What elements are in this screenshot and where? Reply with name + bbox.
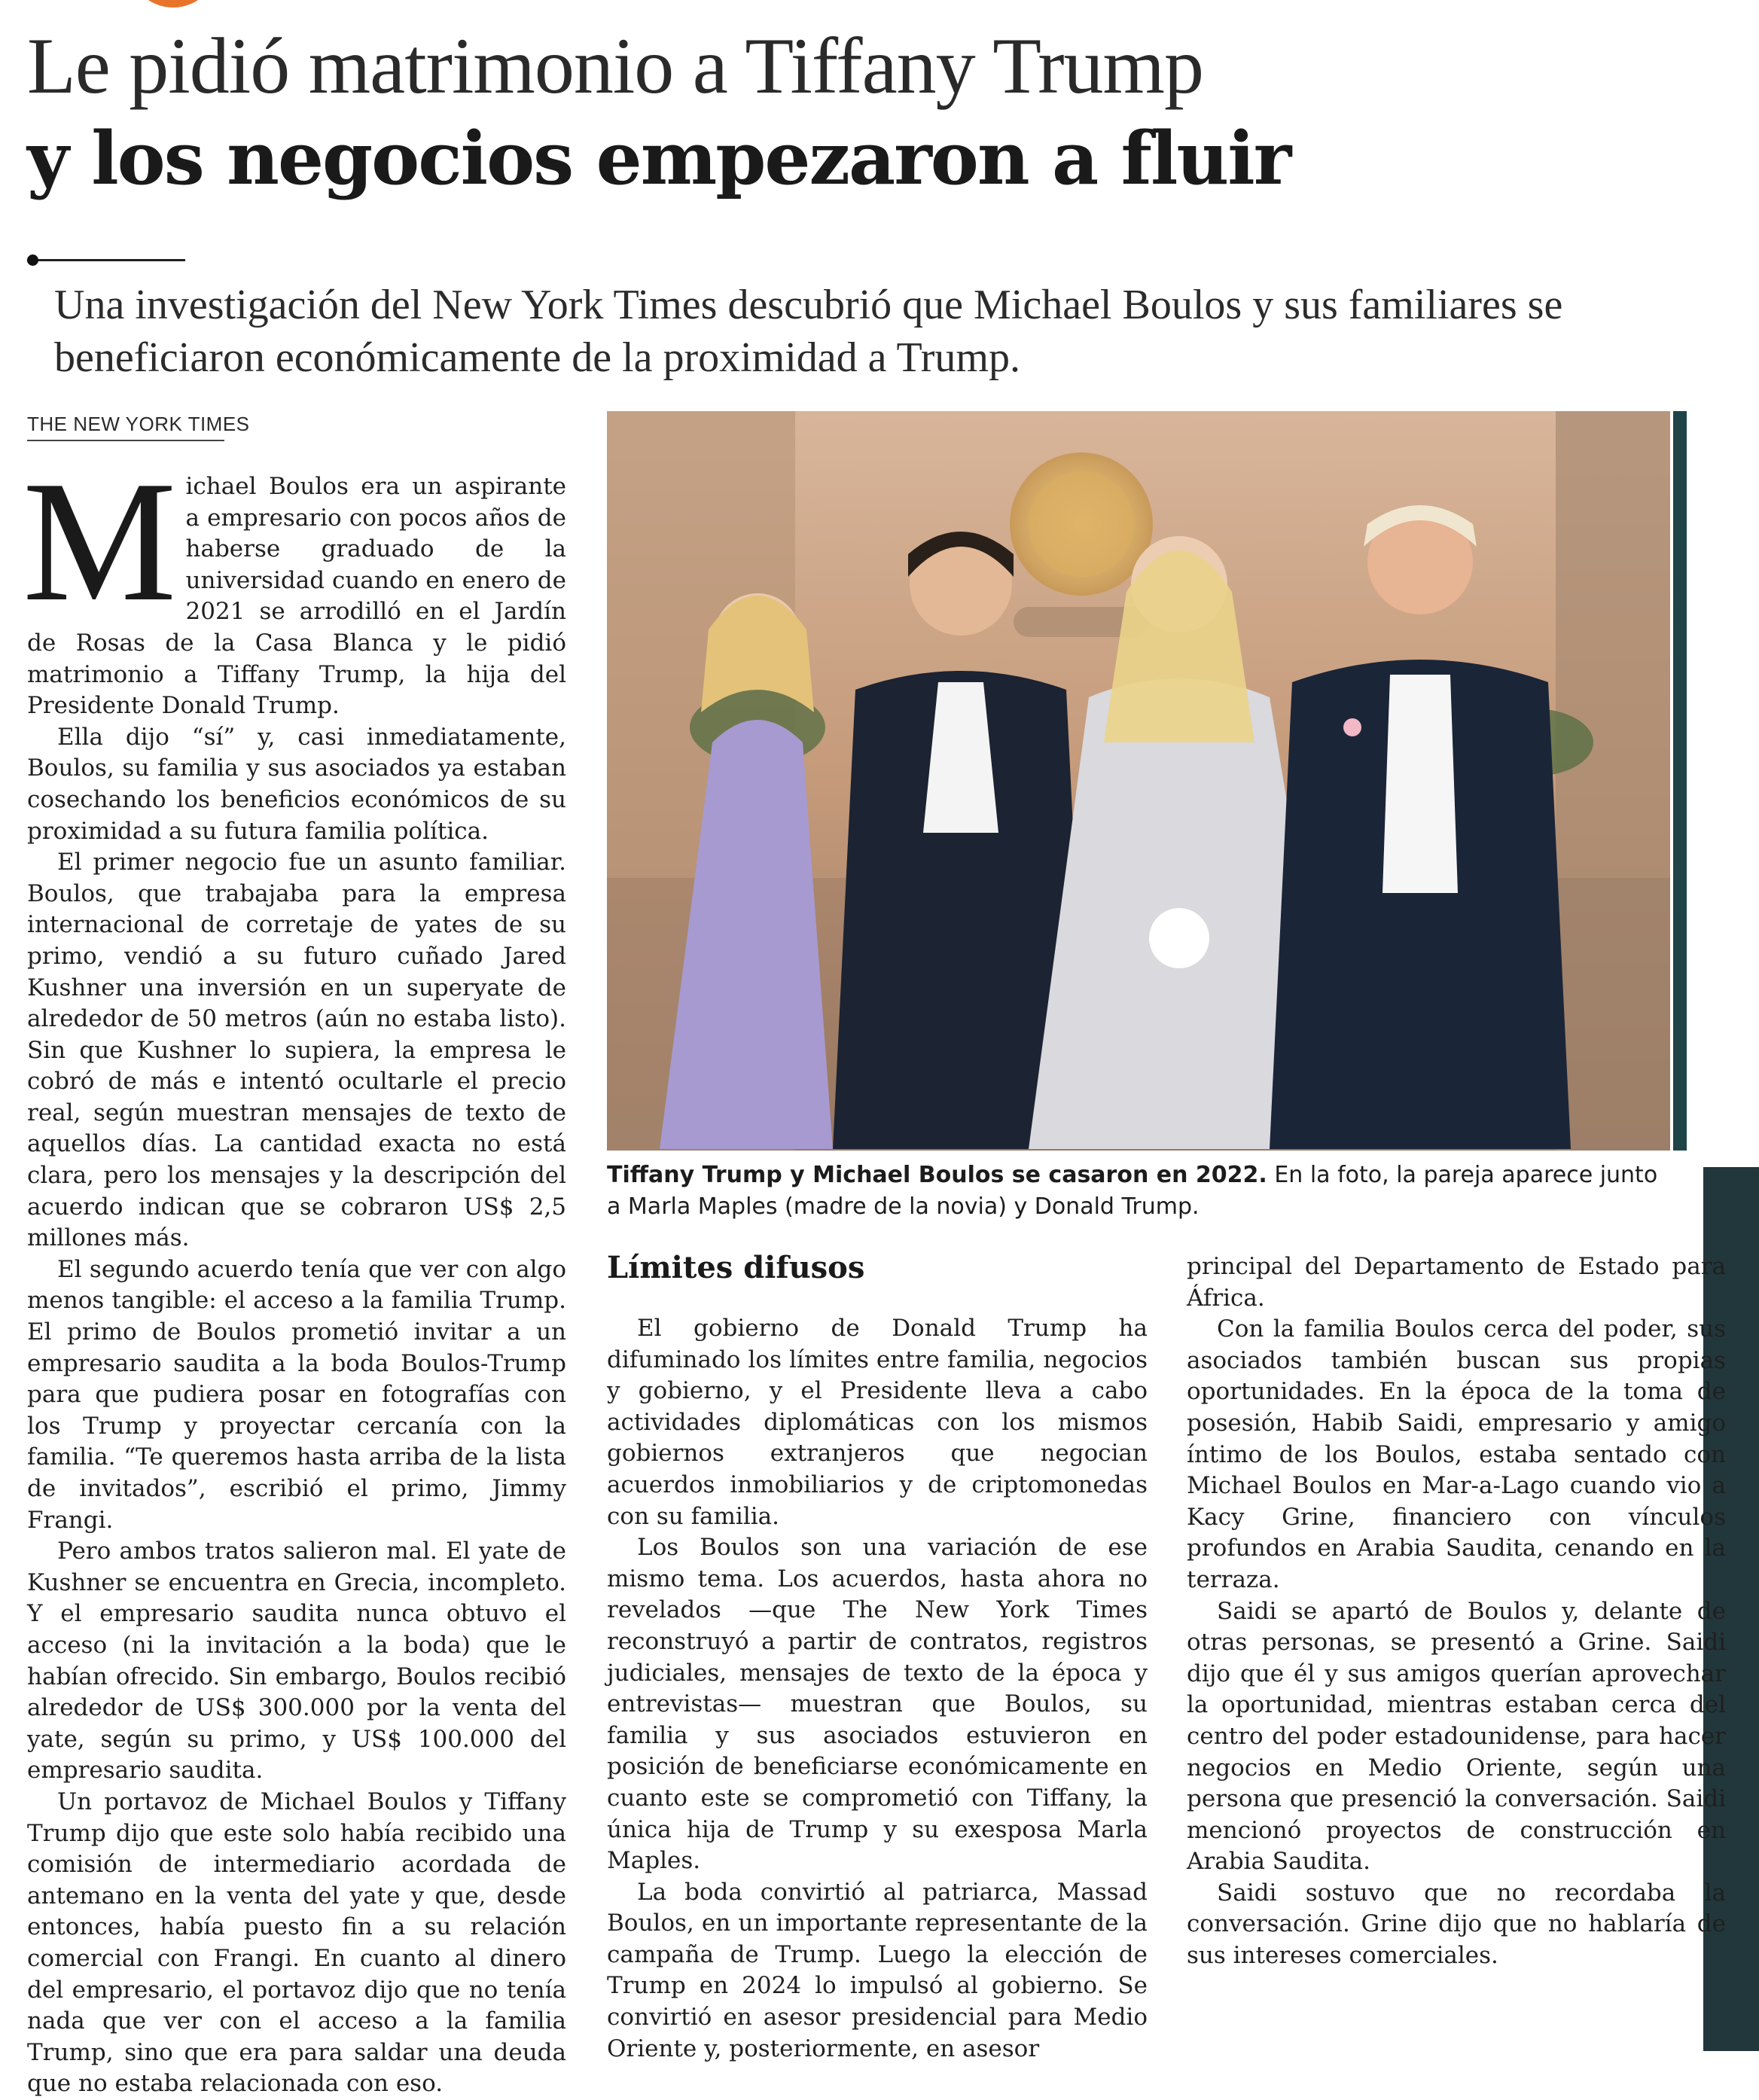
paragraph: Saidi se apartó de Boulos y, delante de otras personas, se presentó a Grine. Saidi dijo que él y sus amigos querían aprovechar la oportunidad, mientras estaban cerca del centro del poder estadounidense, para hacer negocios en Medio Oriente, según una persona que presenció la conversación. Saidi mencionó proyectos de construcción en Arabia Saudita.: [1187, 1597, 1726, 1876]
headline-line-2: y los negocios empezaron a fluir: [27, 116, 1291, 201]
article-column-2: [607, 1313, 1148, 2065]
article-column-1: [23, 445, 566, 2100]
caption-text: En la foto, la pareja aparece junto a Marla Maples (madre de la novia) y Donald Trump.: [607, 1162, 1658, 1220]
paragraph: La boda convirtió al patriarca, Massad Boulos, en un importante representante de la campaña de Trump. Luego la elección de Trump en 2024 lo impulsó al gobierno. Se convirtió en asesor presidencial para Medio Oriente y, posteriormente, en asesor: [607, 1878, 1148, 2062]
paragraph: Ella dijo “sí” y, casi inmediatamente, Boulos, su familia y sus asociados ya estaban cosechando los beneficios económicos de su proximidad a su futura familia política.: [27, 723, 566, 845]
deck-bullet: [27, 254, 38, 266]
paragraph: El primer negocio fue un asunto familiar. Boulos, que trabajaba para la empresa internacional de corretaje de yates de su primo, vendió a su futuro cuñado Jared Kushner una inversión en un superyate de alrededor de 50 metros (aún no estaba listo). Sin que Kushner lo supiera, la empresa le cobró de más e intentó ocultarle el precio real, según muestran mensajes de texto de aquellos días. La cantidad exacta no está clara, pero los mensajes y la descripción del acuerdo indican que se cobraron US$ 2,5 millones más.: [27, 849, 566, 1252]
deck-rule: [27, 259, 185, 261]
headline: [27, 21, 1290, 206]
byline-rule: [27, 440, 224, 441]
paragraph: El segundo acuerdo tenía que ver con algo menos tangible: el acceso a la familia Trump. El primo de Boulos prometió invitar a un empresario saudita a la boda Boulos-Trump para que pudiera posar en fotografías con los Trump y proyectar cercanía con la familia. “Te queremos hasta arriba de la lista de invitados”, escribió el primo, Jimmy Frangi.: [27, 1255, 566, 1534]
paragraph: Con la familia Boulos cerca del poder, sus asociados también buscan sus propias oportunidades. En la época de la toma de posesión, Habib Saidi, empresario y amigo íntimo de los Boulos, estaba sentado con Michael Boulos en Mar-a-Lago cuando vio a Kacy Grine, financiero con vínculos profundos en Arabia Saudita, cenando en la terraza.: [1187, 1315, 1726, 1593]
paragraph: principal del Departamento de Estado para África.: [1187, 1253, 1726, 1312]
paragraph: El gobierno de Donald Trump ha difuminado los límites entre familia, negocios y gobierno, y el Presidente lleva a cabo actividades diplomáticas con los mismos gobiernos extranjeros que negocian acuerdos inmobiliarios y de criptomonedas con su familia.: [607, 1315, 1148, 1530]
drop-cap: M: [23, 445, 177, 637]
deck-subtitle: Una investigación del New York Times descubrió que Michael Boulos y sus familiares se beneficiaron económicamente de la proximidad a Trump.: [54, 282, 1563, 381]
paragraph: Saidi sostuvo que no recordaba la conversación. Grine dijo que no hablaría de sus intereses comerciales.: [1187, 1879, 1726, 1970]
caption-bold: Tiffany Trump y Michael Boulos se casaron en 2022.: [607, 1162, 1267, 1188]
article-column-3: [1187, 1251, 1726, 1972]
photo-caption: [607, 1160, 1661, 1223]
photo-accent-bar: [1673, 411, 1687, 1151]
paragraph: Pero ambos tratos salieron mal. El yate de Kushner se encuentra en Grecia, incompleto. Y el empresario saudita nunca obtuvo el acceso (ni la invitación a la boda) que le habían ofrecido. Sin embargo, Boulos recibió alrededor de US$ 300.000 por la venta del yate, según su primo, y US$ 100.000 del empresario saudita.: [27, 1538, 566, 1785]
paragraph: [23, 445, 566, 722]
byline: THE NEW YORK TIMES: [27, 413, 250, 435]
paragraph-text: ichael Boulos era un aspirante a empresario con pocos años de haberse graduado de la universidad cuando en enero de 2021 se arrodilló en el Jardín de Rosas de la Casa Blanca y le pidió matrimonio a Tiffany Trump, la hija del Presidente Donald Trump.: [27, 473, 566, 720]
paragraph: Los Boulos son una variación de ese mismo tema. Los acuerdos, hasta ahora no revelados —que The New York Times reconstruyó a partir de contratos, registros judiciales, mensajes de texto de la época y entrevistas— muestran que Boulos, su familia y sus asociados estuvieron en posición de beneficiarse económicamente en cuanto este se comprometió con Tiffany, la única hija de Trump y su exesposa Marla Maples.: [607, 1534, 1148, 1875]
paragraph: Un portavoz de Michael Boulos y Tiffany Trump dijo que este solo había recibido una comisión de intermediario acordada de antemano en la venta del yate y que, desde entonces, había puesto fin a su relación comercial con Frangi. En cuanto al dinero del empresario, el portavoz dijo que no tenía nada que ver con el acceso a la familia Trump, sino que era para saldar una deuda que no estaba relacionada con eso.: [27, 1788, 566, 2098]
section-tab: [128, 0, 218, 8]
wedding-photo: [607, 411, 1670, 1151]
wedding-photo-illustration: [607, 411, 1670, 1151]
subhead: Límites difusos: [607, 1250, 865, 1285]
headline-line-1: Le pidió matrimonio a Tiffany Trump: [27, 22, 1203, 110]
